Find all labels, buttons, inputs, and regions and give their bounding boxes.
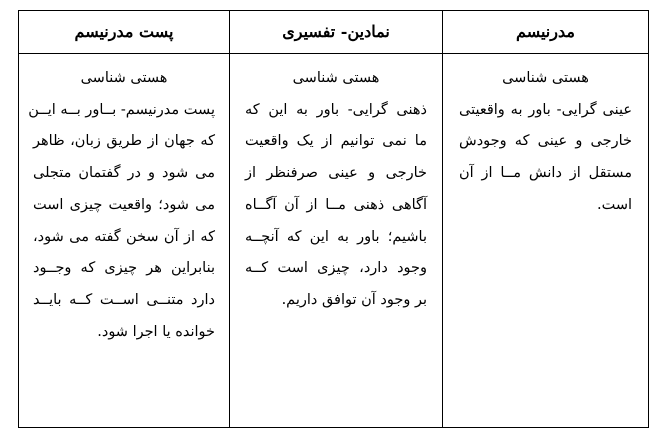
header-postmodernism: پست مدرنیسم (74, 22, 174, 41)
cell-modernism-line: خارجی و عینی که وجودش (459, 133, 632, 150)
cell-symbolic-line: باشیم؛ باور به این که آنچــه (245, 228, 427, 245)
cell-modernism (459, 63, 632, 222)
cell-postmodernism-subtitle: هستی شناسی (80, 70, 168, 86)
cell-symbolic-line: بر وجود آن توافق داریم. (281, 291, 427, 308)
cell-modernism-line: عینی گرایی- باور به واقعیتی (459, 101, 632, 118)
column-divider-right (442, 11, 443, 427)
cell-modernism-line: مستقل از دانش مــا از آن (459, 165, 632, 182)
cell-postmodernism-line: می شود و در گفتمان متجلی (33, 165, 215, 182)
comparison-table (18, 10, 649, 428)
cell-postmodernism (28, 63, 215, 348)
cell-postmodernism-line: پست مدرنیسم- بــاور بــه ایــن (28, 101, 215, 118)
cell-postmodernism-line: بنابراین هر چیزی که وجــود (33, 260, 215, 277)
cell-symbolic-line: ذهنی گرایی- باور به این که (245, 101, 427, 118)
cell-symbolic-line: وجود دارد، چیزی است کــه (245, 260, 427, 277)
header-modernism: مدرنیسم (516, 22, 575, 41)
cell-symbolic-line: خارجی و عینی صرفنظر از (245, 165, 427, 182)
column-divider-left (229, 11, 230, 427)
cell-postmodernism-line: دارد متنــی اســت کــه بایــد (33, 291, 215, 308)
cell-modernism-subtitle: هستی شناسی (502, 70, 589, 86)
cell-postmodernism-line: که جهان از طریق زبان، ظاهر (33, 133, 215, 150)
cell-postmodernism-line: که از آن سخن گفته می شود، (33, 228, 215, 245)
cell-symbolic-interpretive (245, 63, 427, 317)
header-symbolic-interpretive: نمادین- تفسیری (282, 22, 390, 41)
table-header-row (19, 11, 648, 54)
cell-postmodernism-line: می شود؛ واقعیت چیزی است (33, 196, 215, 213)
cell-symbolic-line: ما نمی توانیم از یک واقعیت (245, 133, 427, 150)
cell-symbolic-line: آگاهی ذهنی مــا از آن آگــاه (245, 196, 427, 213)
cell-modernism-line: است. (596, 196, 632, 213)
cell-postmodernism-line: خوانده یا اجرا شود. (97, 323, 215, 340)
cell-symbolic-subtitle: هستی شناسی (292, 70, 380, 86)
